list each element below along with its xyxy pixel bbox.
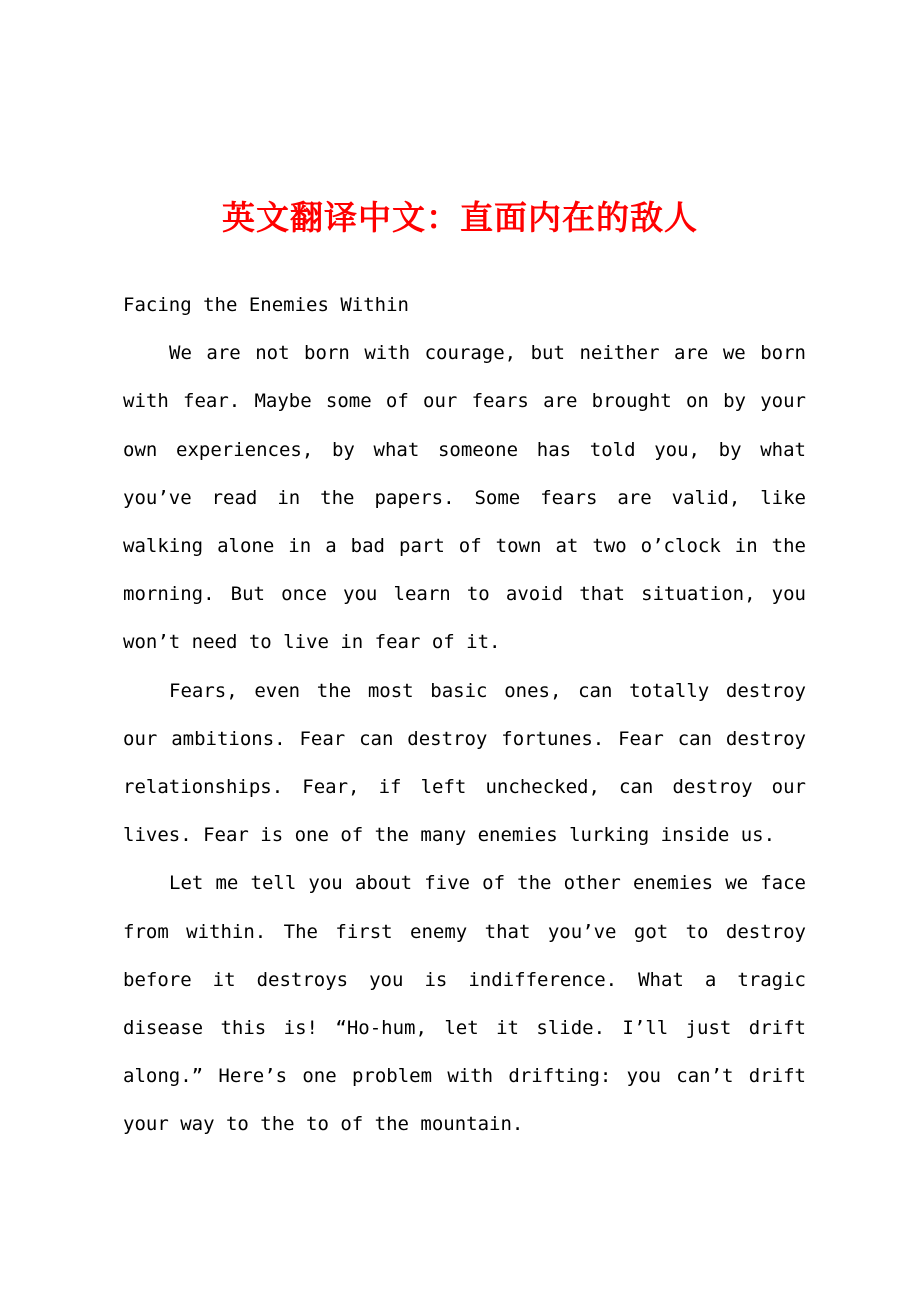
paragraph-3: Let me tell you about five of the other enemies we face from within. The first enemy that you’ve got to destroy before it destroys you is indifference. What a tragic disease this is! “Ho-hum, let it slide. I’ll just drift along.” Here’s one problem with drifting: you can’t drift your way to the to of the mountain.	[123, 872, 806, 1136]
article-subtitle: Facing the Enemies Within	[123, 294, 409, 316]
paragraph-1: We are not born with courage, but neither are we born with fear. Maybe some of our fears are brought on by your own experiences, by what someone has told you, by what you’ve read in the papers. Some fears are valid, like walking alone in a bad part of town at two o’clock in the morning. But once you learn to avoid that situation, you won’t need to live in fear of it.	[123, 342, 806, 654]
document-title: 英文翻译中文：直面内在的敌人	[222, 198, 698, 237]
document-body	[123, 281, 806, 1149]
paragraph-2: Fears, even the most basic ones, can totally destroy our ambitions. Fear can destroy fortunes. Fear can destroy relationships. Fear, if left unchecked, can destroy our lives. Fear is one of the many enemies lurking inside us.	[123, 679, 806, 847]
